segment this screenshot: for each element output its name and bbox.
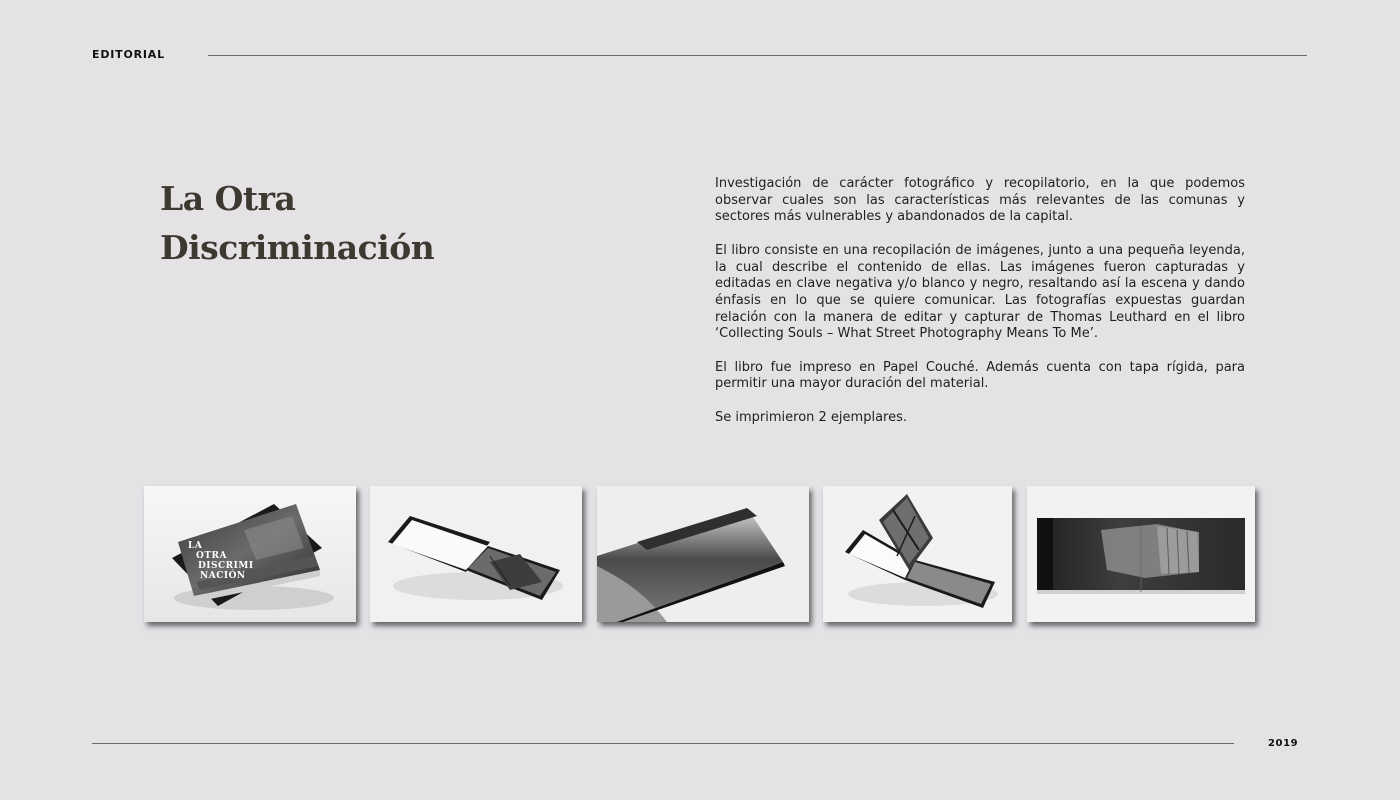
footer-divider: [92, 743, 1234, 744]
description: [715, 176, 1245, 427]
description-paragraph: El libro fue impreso en Papel Couché. Además cuenta con tapa rígida, para permitir una mayor duración del material.: [715, 359, 1245, 392]
footer-year: 2019: [1268, 738, 1299, 749]
mockup-image-cover[interactable]: [144, 486, 356, 622]
title-line-2: Discriminación: [160, 228, 435, 267]
mockup-image-spread[interactable]: [1027, 486, 1255, 622]
title-line-1: La Otra: [160, 179, 296, 218]
description-paragraph: Investigación de carácter fotográfico y recopilatorio, en la que podemos observar cuales son las características más relevantes de las comunas y sectores más vulnerables y abandonados de la capital.: [715, 176, 1245, 225]
description-paragraph: El libro consiste en una recopilación de imágenes, junto a una pequeña leyenda, la cual describe el contenido de ellas. Las imágenes fueron capturadas y editadas en clave negativa y/o blanco y negro, resaltando así la escena y dando énfasis en lo que se quiere comunicar. Las fotografías expuestas guardan relación con la manera de editar y capturar de Thomas Leuthard en el libro ‘Collecting Souls – What Street Photography Means To Me’.: [715, 242, 1245, 342]
description-paragraph: Se imprimieron 2 ejemplares.: [715, 409, 907, 425]
mockup-image-closeup[interactable]: [597, 486, 809, 622]
mockup-image-open-book[interactable]: [370, 486, 582, 622]
cover-title-line: LA: [188, 541, 203, 551]
section-label: EDITORIAL: [92, 48, 165, 61]
cover-title-line: NACIÓN: [200, 571, 246, 581]
cover-title-line: OTRA: [196, 551, 227, 561]
page-title: [160, 174, 580, 272]
cover-title-line: DISCRIMI: [198, 561, 254, 571]
mockup-image-popout[interactable]: [823, 486, 1012, 622]
header-divider: [208, 55, 1307, 56]
